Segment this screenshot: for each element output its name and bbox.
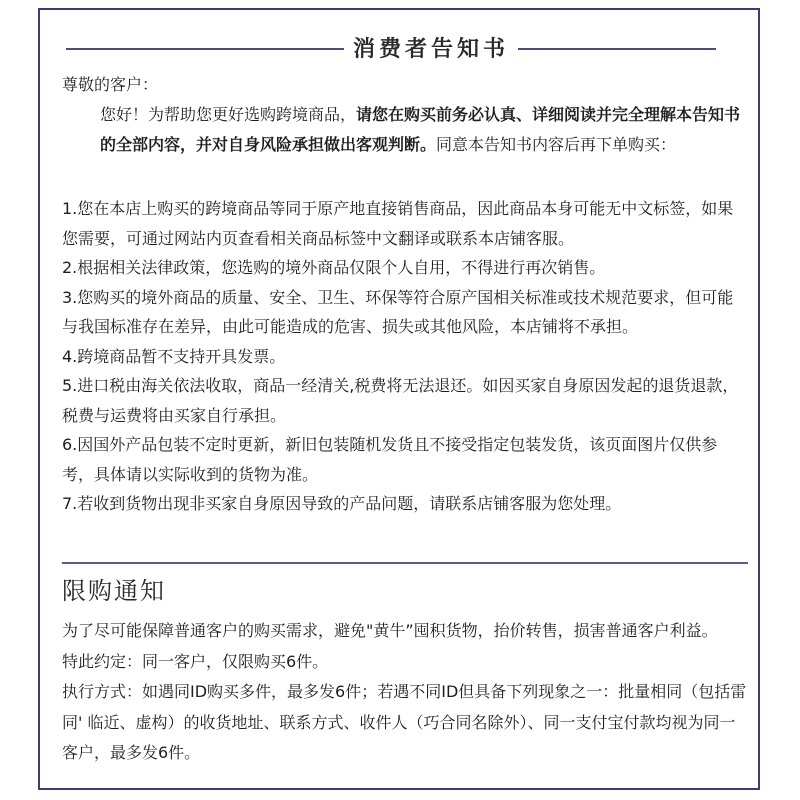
section-divider — [62, 562, 748, 564]
title-row — [40, 36, 758, 66]
limit-paragraph-1: 为了尽可能保障普通客户的购买需求，避免"黄牛”囤积货物，抬价转售，损害普通客户利益。 — [62, 621, 718, 640]
notice-item-3: 3.您购买的境外商品的质量、安全、卫生、环保等符合原产国相关标准或技术规范要求，但可能与我国标准存在差异，由此可能造成的危害、损失或其他风险，本店铺将不承担。 — [62, 287, 734, 336]
intro-bold: 请您在购买前务必认真、详细阅读并完全理解本告知书的全部内容，并对自身风险承担做出客观判断。 — [100, 105, 741, 154]
limit-body — [62, 616, 748, 769]
notice-list — [62, 194, 748, 519]
limit-paragraph-3: 执行方式：如遇同ID购买多件，最多发6件；若遇不同ID但具备下列现象之一：批量相同（包括雷同' 临近、虚构）的收货地址、联系方式、收件人（巧合同名除外）、同一支付宝付款均视为同一客户，最多发6件。 — [62, 682, 747, 762]
notice-item-2: 2.根据相关法律政策，您选购的境外商品仅限个人自用，不得进行再次销售。 — [62, 258, 606, 277]
page-title: 消费者告知书 — [352, 37, 509, 62]
limit-heading: 限购通知 — [62, 577, 166, 605]
notice-item-7: 7.若收到货物出现非买家自身原因导致的产品问题，请联系店铺客服为您处理。 — [62, 494, 622, 513]
notice-item-4: 4.跨境商品暂不支持开具发票。 — [62, 346, 286, 366]
limit-paragraph-2: 特此约定：同一客户，仅限购买6件。 — [62, 651, 329, 671]
greeting: 尊敬的客户： — [62, 75, 159, 94]
notice-item-6: 6.因国外产品包装不定时更新，新旧包装随机发货且不接受指定包装发货，该页面图片仅供参考，具体请以实际收到的货物为准。 — [62, 435, 718, 484]
intro-lead: 您好！为帮助您更好选购跨境商品， — [100, 105, 357, 124]
intro-paragraph — [62, 100, 748, 159]
intro-tail: 同意本告知书内容后再下单购买： — [436, 134, 677, 154]
title-divider-left — [66, 48, 344, 50]
notice-card — [38, 8, 760, 790]
notice-item-1: 1.您在本店上购买的跨境商品等同于原产地直接销售商品，因此商品本身可能无中文标签，如果您需要，可通过网站内页查看相关商品标签中文翻译或联系本店铺客服。 — [62, 199, 734, 248]
title-divider-right — [518, 48, 716, 50]
notice-item-5: 5.进口税由海关依法收取，商品一经清关,税费将无法退还。如因买家自身原因发起的退货退款，税费与运费将由买家自行承担。 — [62, 376, 739, 425]
